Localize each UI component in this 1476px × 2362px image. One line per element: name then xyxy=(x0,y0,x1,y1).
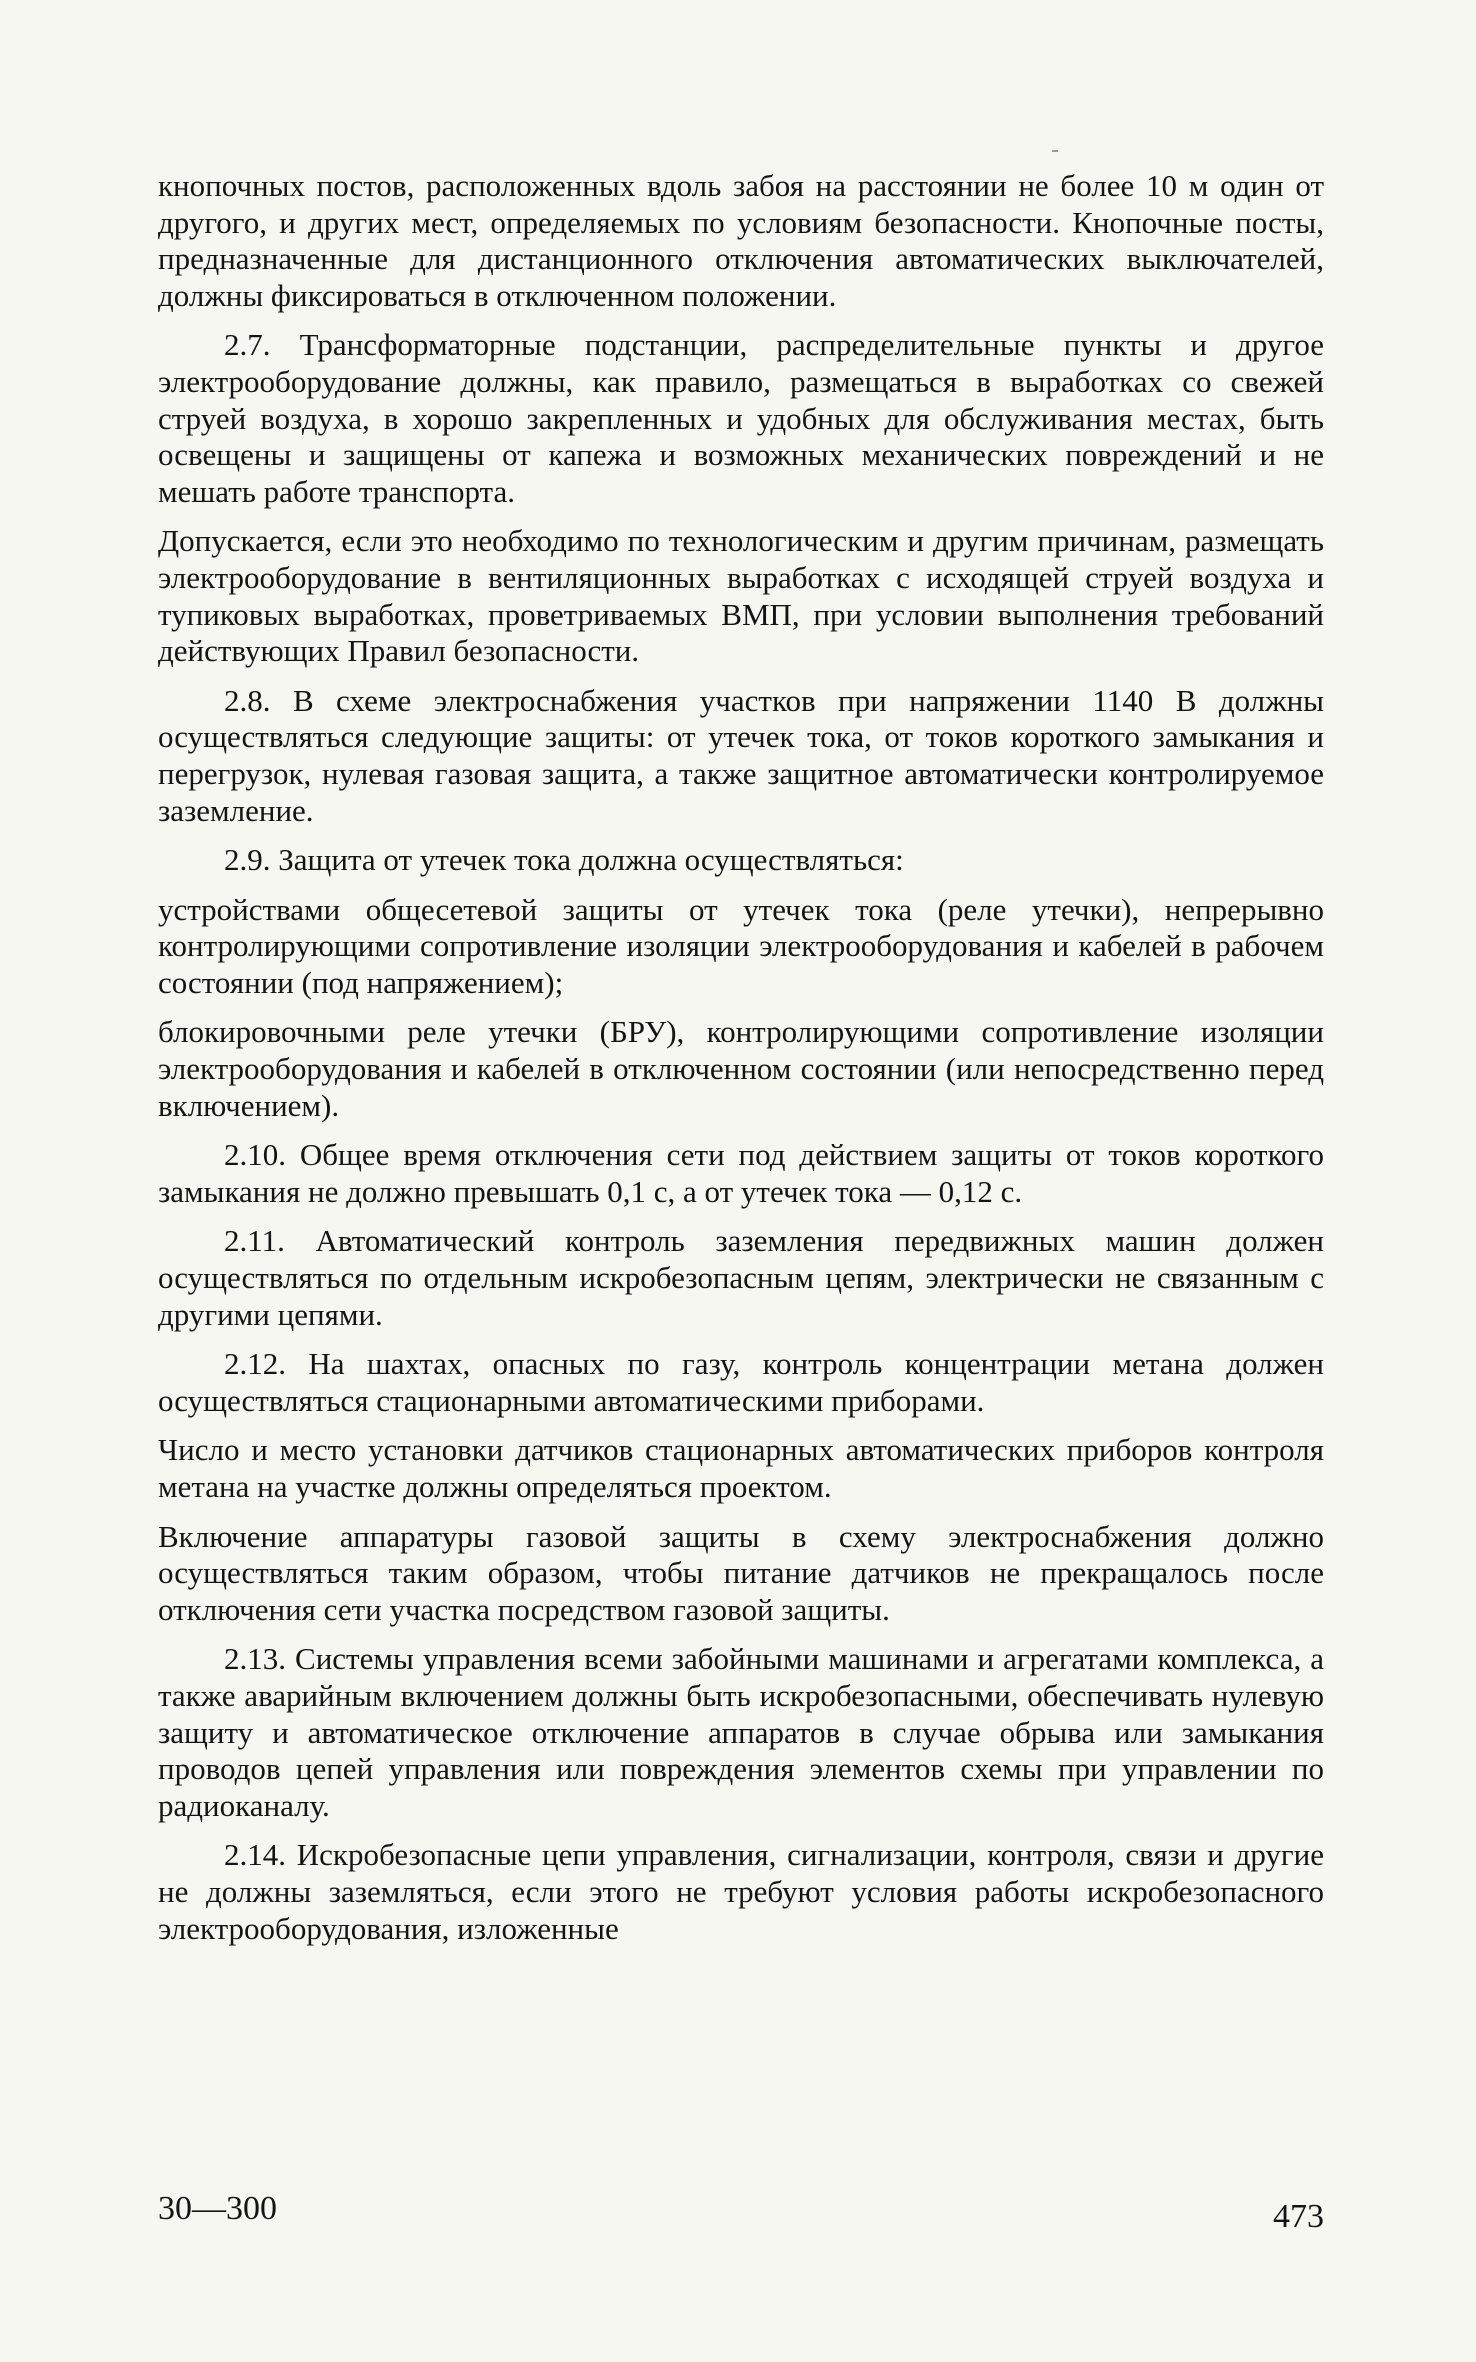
page-number: 473 xyxy=(1273,2198,1324,2235)
paragraph-2-8: 2.8. В схеме электроснабжения участков при напряжении 1140 В должны осуществляться следующие защиты: от утечек тока, от токов короткого замыкания и перегрузок, нулевая газовая защита, а также защитное автоматически контролируемое заземление. xyxy=(158,682,1324,828)
paragraph-2-10: 2.10. Общее время отключения сети под действием защиты от токов короткого замыкания не должно превышать 0,1 с, а от утечек тока — 0,12 с. xyxy=(158,1137,1324,1209)
paragraph-2-9-item-2: блокировочными реле утечки (БРУ), контролирующими сопротивление изоляции электрооборудования и кабелей в отключенном состоянии (или непосредственно перед включением). xyxy=(158,1014,1324,1123)
paragraph-2-9-item-1: устройствами общесетевой защиты от утечек тока (реле утечки), непрерывно контролирующими сопротивление изоляции электрооборудования и кабелей в рабочем состоянии (под напряжением); xyxy=(158,891,1324,1000)
paragraph-continuation: кнопочных постов, расположенных вдоль забоя на расстоянии не более 10 м один от другого, и других мест, определяемых по условиям безопасности. Кнопочные посты, предназначенные для дистанционного отключения автоматических выключателей, должны фиксироваться в отключенном положении. xyxy=(158,168,1324,313)
printer-signature: 30—300 xyxy=(158,2190,277,2227)
paragraph-2-11: 2.11. Автоматический контроль заземления передвижных машин должен осуществляться по отдельным искробезопасным цепям, электрически не связанным с другими цепями. xyxy=(158,1223,1324,1332)
paragraph-2-9: 2.9. Защита от утечек тока должна осуществляться: xyxy=(224,842,904,878)
paragraph-2-12: 2.12. На шахтах, опасных по газу, контроль концентрации метана должен осуществляться стационарными автоматическими приборами. xyxy=(158,1346,1324,1418)
body-text xyxy=(158,168,1324,1947)
document-page xyxy=(158,168,1324,1960)
scan-speck xyxy=(1052,150,1058,152)
paragraph-2-13: 2.13. Системы управления всеми забойными машинами и агрегатами комплекса, а также аварийным включением должны быть искробезопасными, обеспечивать нулевую защиту и автоматическое отключение аппаратов в случае обрыва или замыкания проводов цепей управления или повреждения элементов схемы при управлении по радиоканалу. xyxy=(158,1641,1324,1823)
paragraph-2-14: 2.14. Искробезопасные цепи управления, сигнализации, контроля, связи и другие не должны заземляться, если этого не требуют условия работы искробезопасного электрооборудования, изложенные xyxy=(158,1837,1324,1946)
paragraph-2-12-sensors: Число и место установки датчиков стационарных автоматических приборов контроля метана на участке должны определяться проектом. xyxy=(158,1432,1324,1504)
paragraph-2-7: 2.7. Трансформаторные подстанции, распределительные пункты и другое электрооборудование должны, как правило, размещаться в выработках со свежей струей воздуха, в хорошо закрепленных и удобных для обслуживания местах, быть освещены и защищены от капежа и возможных механических повреждений и не мешать работе транспорта. xyxy=(158,327,1324,509)
paragraph-2-7-allowance: Допускается, если это необходимо по технологическим и другим причинам, размещать электрооборудование в вентиляционных выработках с исходящей струей воздуха и тупиковых выработках, проветриваемых ВМП, при условии выполнения требований действующих Правил безопасности. xyxy=(158,523,1324,669)
page-footer xyxy=(158,2190,1324,2240)
paragraph-2-12-gas-protection: Включение аппаратуры газовой защиты в схему электроснабжения должно осуществляться таким образом, чтобы питание датчиков не прекращалось после отключения сети участка посредством газовой защиты. xyxy=(158,1518,1324,1627)
